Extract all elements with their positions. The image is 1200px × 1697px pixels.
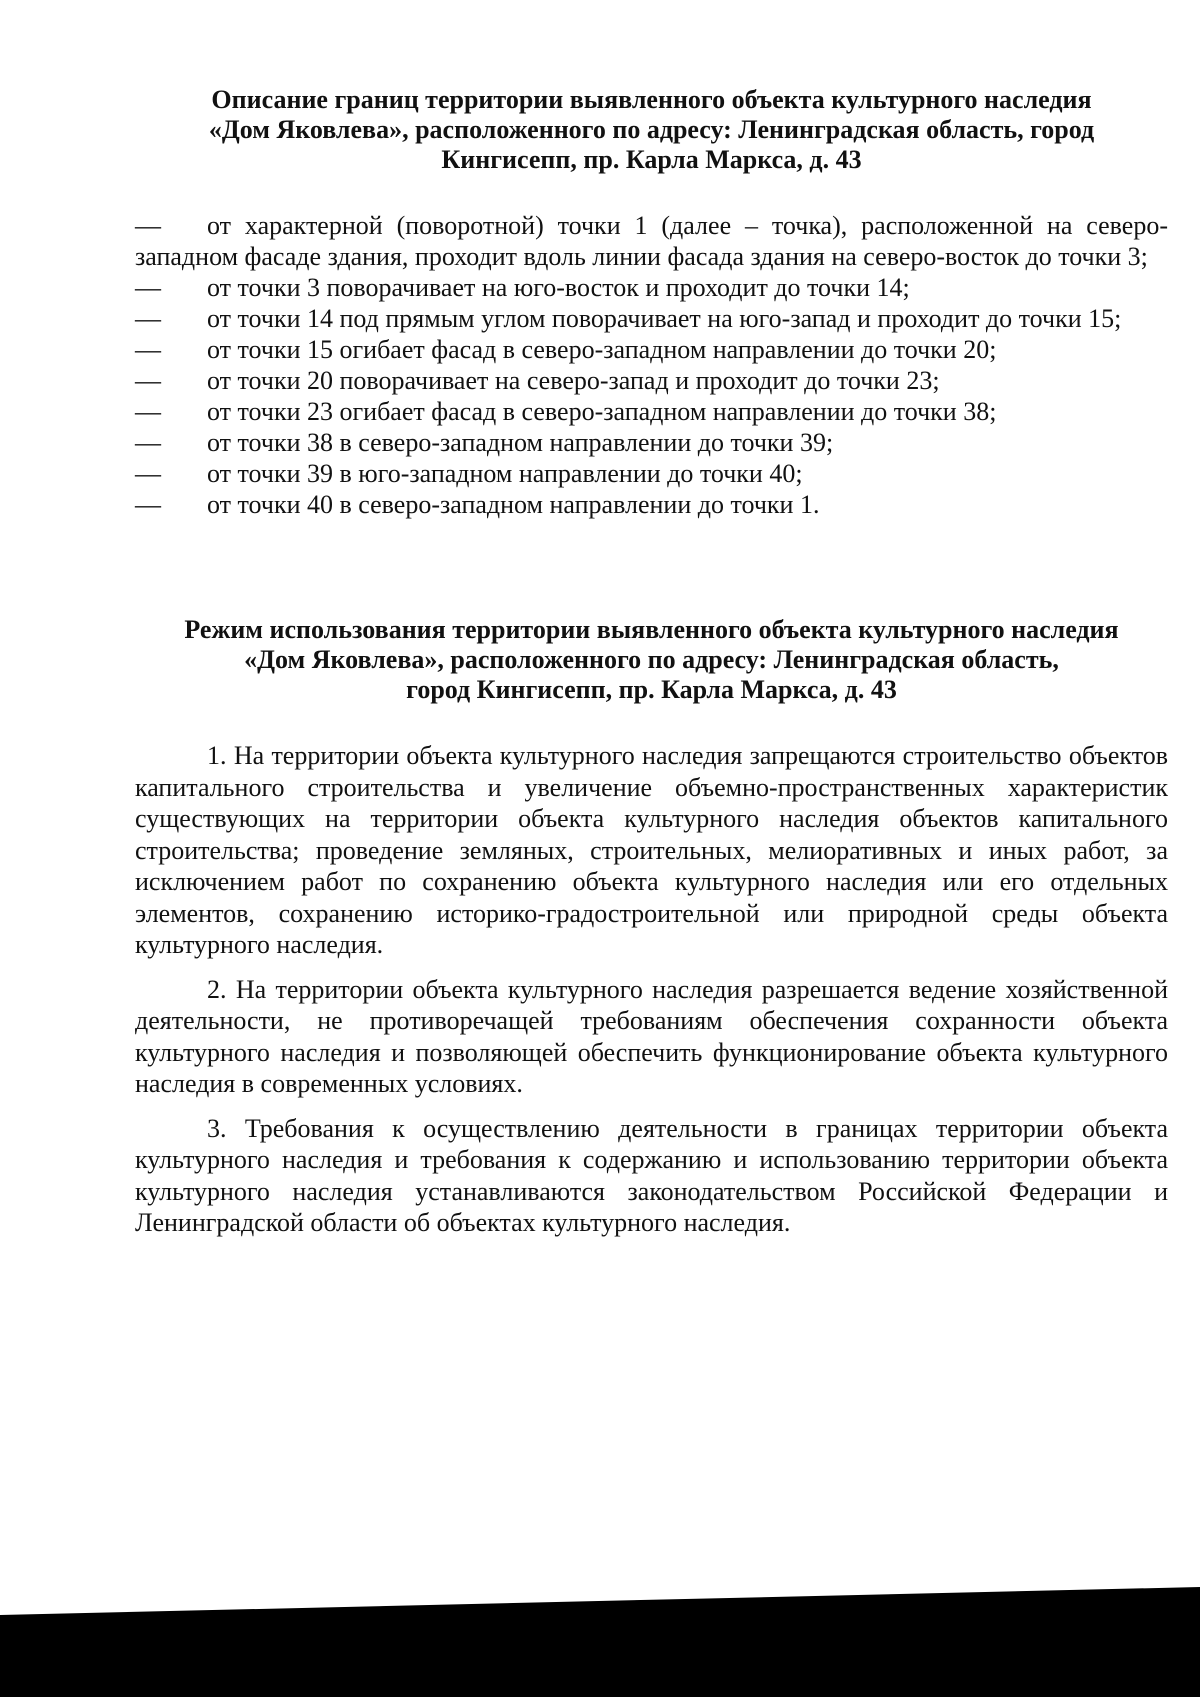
list-item-text: от точки 15 огибает фасад в северо-западном направлении до точки 20;: [207, 335, 997, 364]
list-item: [135, 272, 1168, 303]
boundary-description-title: [135, 85, 1168, 175]
list-item: [135, 396, 1168, 427]
dash-marker: —: [135, 335, 161, 364]
dash-marker: —: [135, 490, 161, 519]
list-item: [135, 303, 1168, 334]
dash-marker: —: [135, 397, 161, 426]
usage-regime-title: [135, 615, 1168, 705]
title-line: Режим использования территории выявленного объекта культурного наследия: [184, 615, 1119, 644]
list-item: [135, 365, 1168, 396]
title-line: «Дом Яковлева», расположенного по адресу: Ленинградская область,: [244, 645, 1059, 674]
boundary-points-list: [135, 210, 1168, 520]
list-item-text: от точки 38 в северо-западном направлении до точки 39;: [207, 428, 834, 457]
dash-marker: —: [135, 273, 161, 302]
list-item-text: от точки 23 огибает фасад в северо-западном направлении до точки 38;: [207, 397, 997, 426]
list-item: [135, 489, 1168, 520]
title-line: Описание границ территории выявленного объекта культурного наследия: [211, 85, 1092, 114]
list-item-text: от точки 14 под прямым углом поворачивает на юго-запад и проходит до точки 15;: [207, 304, 1122, 333]
list-item-text: от точки 3 поворачивает на юго-восток и проходит до точки 14;: [207, 273, 910, 302]
list-item: [135, 334, 1168, 365]
numbered-paragraph: 2. На территории объекта культурного наследия разрешается ведение хозяйственной деятельности, не противоречащей требованиям обеспечения сохранности объекта культурного наследия и позволяющей обеспечить функционирование объекта культурного наследия в современных условиях.: [135, 974, 1168, 1098]
list-item-text: от характерной (поворотной) точки 1 (далее – точка), расположенной на северо-западном фасаде здания, проходит вдоль линии фасада здания на северо-восток до точки 3;: [135, 211, 1168, 271]
scan-edge-shape: [0, 1587, 1200, 1697]
list-item: [135, 210, 1168, 272]
dash-marker: —: [135, 428, 161, 457]
title-line: «Дом Яковлева», расположенного по адресу: Ленинградская область, город: [208, 115, 1095, 144]
list-item: [135, 427, 1168, 458]
dash-marker: —: [135, 304, 161, 333]
scan-edge-shadow: [0, 1557, 1200, 1697]
list-item-text: от точки 39 в юго-западном направлении до точки 40;: [207, 459, 803, 488]
list-item-text: от точки 20 поворачивает на северо-запад и проходит до точки 23;: [207, 366, 940, 395]
title-line: Кингисепп, пр. Карла Маркса, д. 43: [441, 145, 862, 174]
dash-marker: —: [135, 211, 161, 240]
numbered-paragraph: 3. Требования к осуществлению деятельности в границах территории объекта культурного наследия и требования к содержанию и использованию территории объекта культурного наследия устанавливаются законодательством Российской Федерации и Ленинградской области об объектах культурного наследия.: [135, 1113, 1168, 1237]
dash-marker: —: [135, 366, 161, 395]
title-line: город Кингисепп, пр. Карла Маркса, д. 43: [406, 675, 897, 704]
dash-marker: —: [135, 459, 161, 488]
usage-regime-body: [135, 740, 1168, 1252]
list-item-text: от точки 40 в северо-западном направлении до точки 1.: [207, 490, 820, 519]
list-item: [135, 458, 1168, 489]
numbered-paragraph: 1. На территории объекта культурного наследия запрещаются строительство объектов капитального строительства и увеличение объемно-пространственных характеристик существующих на территории объекта культурного наследия объектов капитального строительства; проведение земляных, строительных, мелиоративных и иных работ, за исключением работ по сохранению объекта культурного наследия или его отдельных элементов, сохранению историко-градостроительной или природной среды объекта культурного наследия.: [135, 741, 1168, 959]
